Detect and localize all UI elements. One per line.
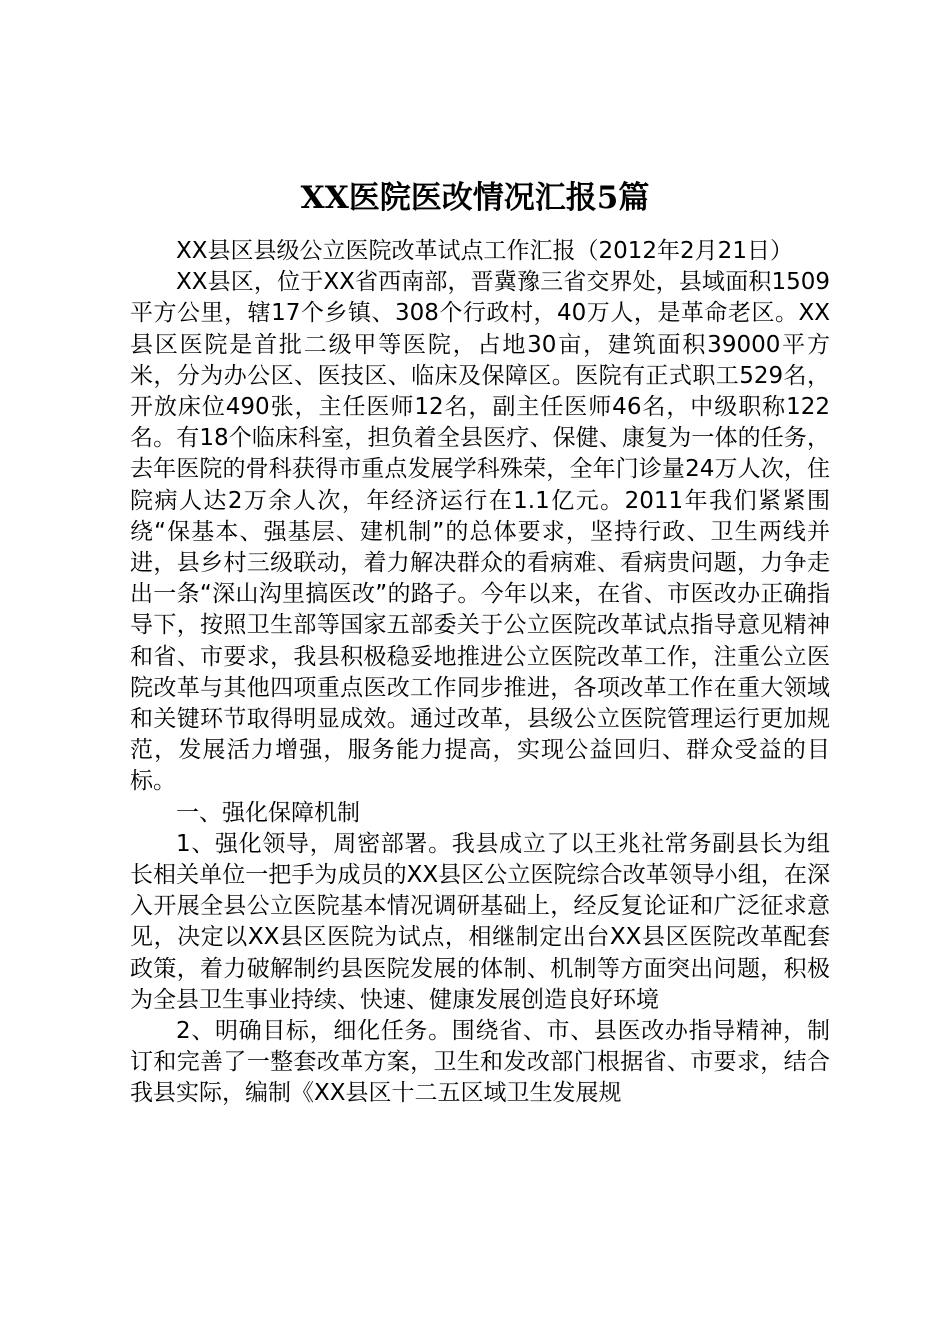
leadership-paragraph: 1、强化领导，周密部署。我县成立了以王兆社常务副县长为组长相关单位一把手为成员的XX县区公立医院综合改革领导小组，在深入开展全县公立医院基本情况调研基础上，经反复论证和广泛征求意见，决定以XX县区医院为试点，相继制定出台XX县区医院改革配套政策，着力破解制约县医院发展的体制、机制等方面突出问题，积极为全县卫生事业持续、快速、健康发展创造良好环境 bbox=[130, 830, 830, 1013]
report-subtitle-paragraph: XX县区县级公立医院改革试点工作汇报（2012年2月21日） bbox=[176, 238, 793, 264]
goals-paragraph: 2、明确目标，细化任务。围绕省、市、县医改办指导精神，制订和完善了一整套改革方案，卫生和发改部门根据省、市要求，结合我县实际，编制《XX县区十二五区域卫生发展规 bbox=[130, 1018, 830, 1107]
document-title: XX医院医改情况汇报5篇 bbox=[300, 180, 650, 216]
county-overview-paragraph: XX县区，位于XX省西南部，晋冀豫三省交界处，县域面积1509平方公里，辖17个乡镇、308个行政村，40万人，是革命老区。XX县区医院是首批二级甲等医院，占地30亩，建筑面积39000平方米，分为办公区、医技区、临床及保障区。医院有正式职工529名，开放床位490张，主任医师12名，副主任医师46名，中级职称122名。有18个临床科室，担负着全县医疗、保健、康复为一体的任务，去年医院的骨科获得市重点发展学科殊荣，全年门诊量24万人次，住院病人达2万余人次，年经济运行在1.1亿元。2011年我们紧紧围绕“保基本、强基层、建机制”的总体要求，坚持行政、卫生两线并进，县乡村三级联动，着力解决群众的看病难、看病贵问题，力争走出一条“深山沟里搞医改”的路子。今年以来，在省、市医改办正确指导下，按照卫生部等国家五部委关于公立医院改革试点指导意见精神和省、市要求，我县积极稳妥地推进公立医院改革工作，注重公立医院改革与其他四项重点医改工作同步推进，各项改革工作在重大领域和关键环节取得明显成效。通过改革，县级公立医院管理运行更加规范，发展活力增强，服务能力提高，实现公益回归、群众受益的目标。 bbox=[130, 269, 830, 795]
document-body bbox=[130, 236, 830, 1110]
section-heading-1: 一、强化保障机制 bbox=[176, 799, 360, 826]
